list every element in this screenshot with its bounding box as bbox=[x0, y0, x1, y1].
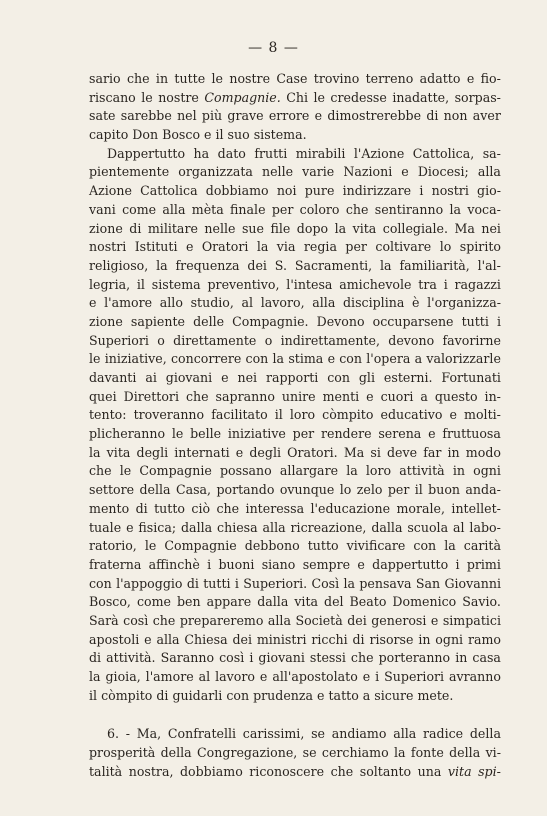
text-line: fraterna affinchè i buoni siano sempre e dappertutto i primi bbox=[89, 556, 501, 572]
text-line: la gioia, l'amore al lavoro e all'apostolato e i Superiori avranno bbox=[89, 669, 501, 684]
text-line: religioso, la frequenza dei S. Sacramenti, la familiarità, l'al- bbox=[89, 257, 501, 273]
text-line: Azione Cattolica dobbiamo noi pure indirizzare i nostri gio- bbox=[89, 183, 501, 199]
page-number: — 8 — bbox=[248, 40, 299, 56]
text-line: tuale e fisica; dalla chiesa alla ricreazione, dalla scuola al labo- bbox=[89, 519, 501, 535]
text-line: mento di tutto ciò che interessa l'educazione morale, intellet- bbox=[89, 500, 501, 516]
paragraph bbox=[89, 145, 501, 706]
body-text bbox=[89, 70, 501, 781]
text-line: sario che in tutte le nostre Case trovino terreno adatto e fio- bbox=[89, 71, 501, 86]
text-line: la vita degli internati e degli Oratori. Ma si deve far in modo bbox=[89, 444, 501, 460]
text-line: e l'amore allo studio, al lavoro, alla disciplina è l'organizza- bbox=[89, 295, 501, 311]
text-line: di attività. Saranno così i giovani stessi che porteranno in casa bbox=[89, 650, 501, 666]
text-line: Bosco, come ben appare dalla vita del Beato Domenico Savio. bbox=[89, 594, 501, 610]
text-line: capito Don Bosco e il suo sistema. bbox=[89, 127, 307, 143]
text-line: vani come alla mèta finale per coloro che sentiranno la voca- bbox=[89, 201, 501, 217]
text-line: ratorio, le Compagnie debbono tutto vivificare con la carità bbox=[89, 538, 501, 554]
text-line: davanti ai giovani e nei rapporti con gli esterni. Fortunati bbox=[89, 370, 501, 385]
text-line: il còmpito di guidarli con prudenza e tatto a sicure mete. bbox=[89, 687, 454, 703]
text-line: prosperità della Congregazione, se cerchiamo la fonte della vi- bbox=[89, 745, 501, 761]
paragraph-gap bbox=[89, 705, 501, 725]
text-line: settore della Casa, portando ovunque lo zelo per il buon anda- bbox=[89, 482, 501, 498]
text-line: 6. - Ma, Confratelli carissimi, se andiamo alla radice della bbox=[107, 726, 501, 742]
text-line: talità nostra, dobbiamo riconoscere che soltanto una vita spi- bbox=[89, 763, 501, 779]
text-line: apostoli e alla Chiesa dei ministri ricchi di risorse in ogni ramo bbox=[89, 631, 501, 647]
text-line: le iniziative, concorrere con la stima e con l'opera a valorizzarle bbox=[89, 351, 501, 367]
text-line: plicheranno le belle iniziative per rendere serena e fruttuosa bbox=[89, 426, 501, 442]
text-line: sate sarebbe nel più grave errore e dimostrerebbe di non aver bbox=[89, 108, 501, 124]
text-line: pientemente organizzata nelle varie Nazioni e Diocesi; alla bbox=[89, 164, 501, 180]
text-line: nostri Istituti e Oratori la via regia per coltivare lo spirito bbox=[89, 239, 501, 255]
paragraph bbox=[89, 70, 501, 145]
text-line: con l'appoggio di tutti i Superiori. Così la pensava San Giovanni bbox=[89, 575, 501, 591]
text-line: legria, il sistema preventivo, l'intesa amichevole tra i ragazzi bbox=[89, 276, 501, 292]
text-line: quei Direttori che sapranno unire menti e cuori a questo in- bbox=[89, 388, 501, 404]
text-line: Dappertutto ha dato frutti mirabili l'Azione Cattolica, sa- bbox=[107, 145, 501, 161]
text-line: che le Compagnie possano allargare la loro attività in ogni bbox=[89, 463, 501, 479]
text-line: riscano le nostre Compagnie. Chi le credesse inadatte, sorpas- bbox=[89, 89, 501, 105]
text-line: Superiori o direttamente o indirettamente, devono favorirne bbox=[89, 332, 501, 348]
text-line: Sarà così che prepareremo alla Società dei generosi e simpatici bbox=[89, 612, 501, 628]
text-line: tento: troveranno facilitato il loro còmpito educativo e molti- bbox=[89, 407, 501, 423]
text-line: zione di militare nelle sue file dopo la vita collegiale. Ma nei bbox=[89, 220, 501, 236]
text-line: zione sapiente delle Compagnie. Devono occuparsene tutti i bbox=[89, 313, 501, 329]
paragraph bbox=[89, 725, 501, 781]
